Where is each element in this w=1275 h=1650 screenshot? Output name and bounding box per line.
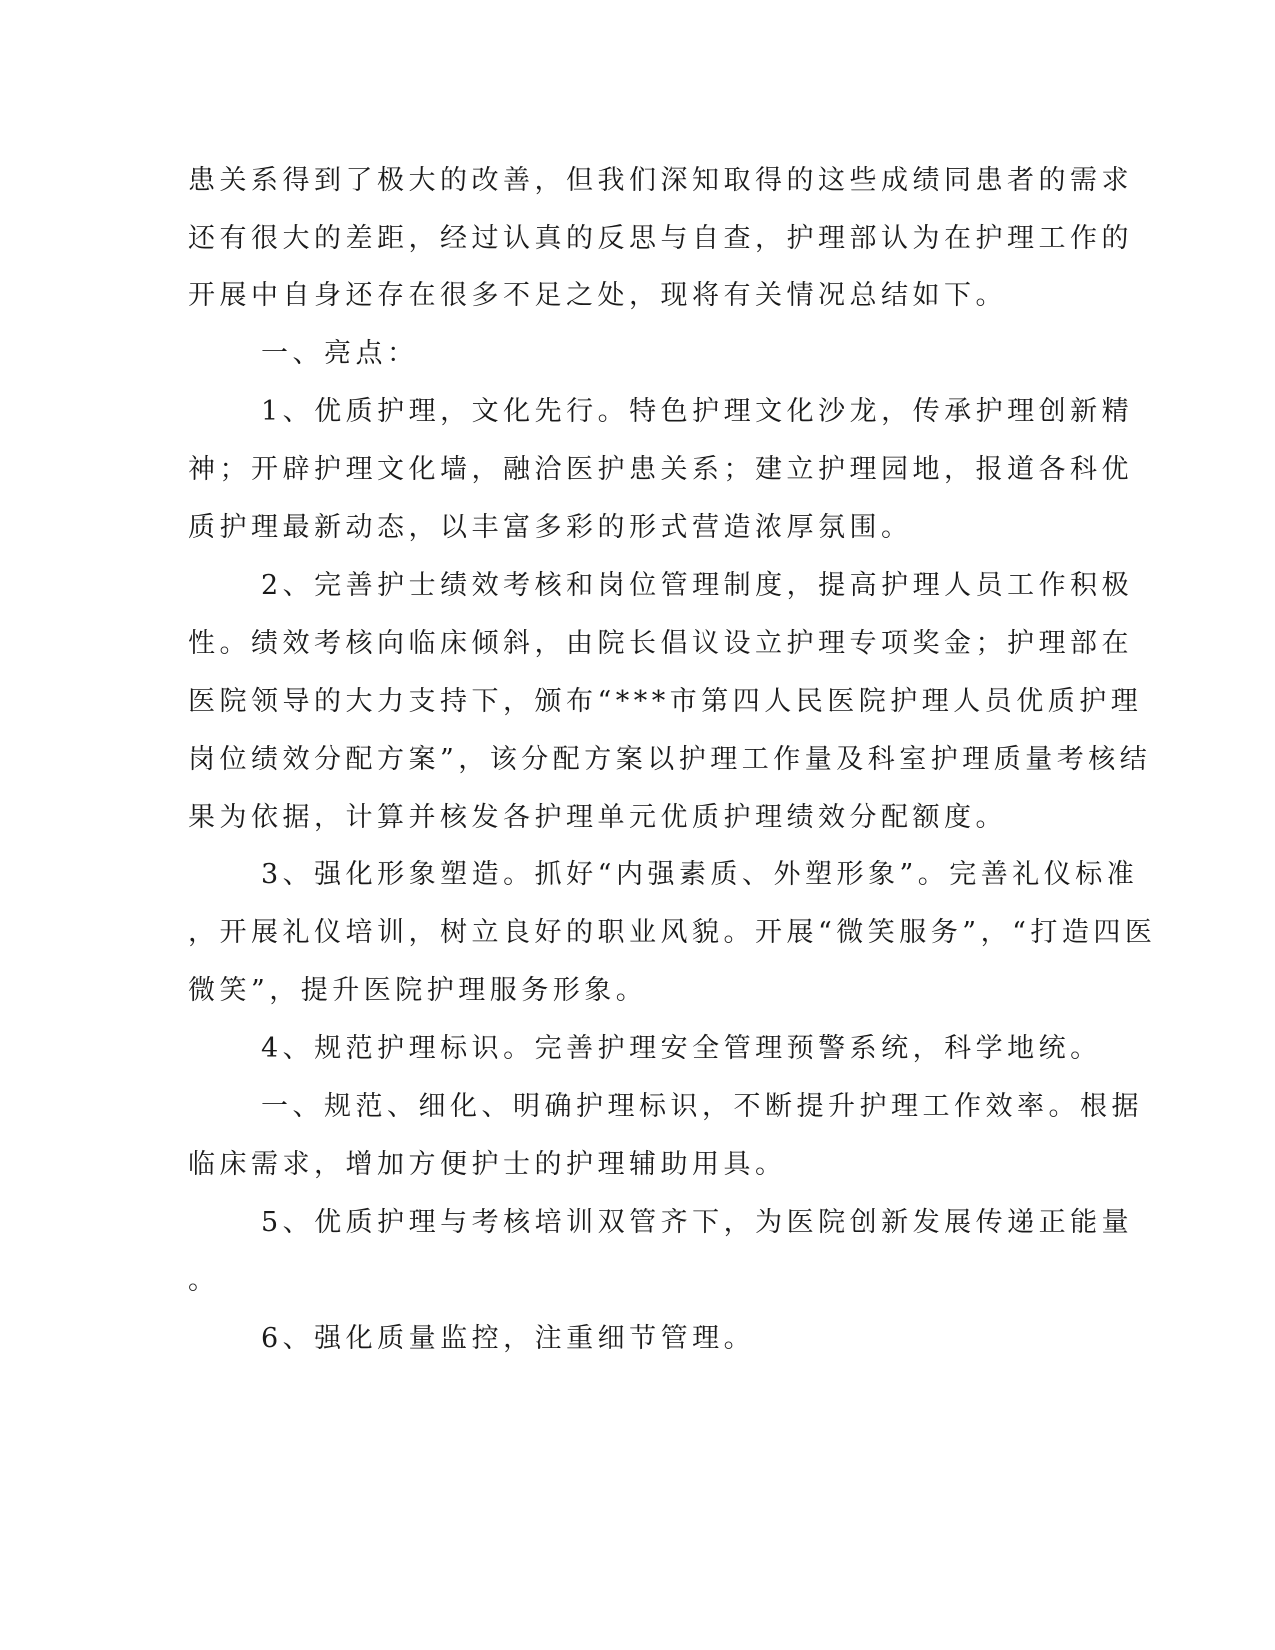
paragraph-line: 1、优质护理，文化先行。特色护理文化沙龙，传承护理创新精 bbox=[261, 396, 1134, 427]
paragraph-line: 临床需求，增加方便护士的护理辅助用具。 bbox=[188, 1149, 787, 1180]
paragraph-line: 一、规范、细化、明确护理标识，不断提升护理工作效率。根据 bbox=[261, 1091, 1143, 1122]
paragraph-line: 3、强化形象塑造。抓好“内强素质、外塑形象”。完善礼仪标准 bbox=[261, 859, 1139, 890]
section-heading: 一、亮点： bbox=[261, 338, 419, 369]
paragraph-line: 开展中自身还存在很多不足之处，现将有关情况总结如下。 bbox=[188, 280, 1007, 311]
paragraph-line: 医院领导的大力支持下，颁布“***市第四人民医院护理人员优质护理 bbox=[188, 686, 1143, 717]
paragraph-line: 微笑”，提升医院护理服务形象。 bbox=[188, 975, 648, 1006]
paragraph-line: 果为依据，计算并核发各护理单元优质护理绩效分配额度。 bbox=[188, 802, 1007, 833]
paragraph-line: 岗位绩效分配方案”，该分配方案以护理工作量及科室护理质量考核结 bbox=[188, 744, 1152, 775]
paragraph-line: 。 bbox=[188, 1265, 220, 1296]
paragraph-line: 还有很大的差距，经过认真的反思与自查，护理部认为在护理工作的 bbox=[188, 223, 1133, 254]
paragraph-line: ，开展礼仪培训，树立良好的职业风貌。开展“微笑服务”，“打造四医 bbox=[188, 917, 1157, 948]
paragraph-line: 2、完善护士绩效考核和岗位管理制度，提高护理人员工作积极 bbox=[261, 570, 1134, 601]
paragraph-line: 6、强化质量监控，注重细节管理。 bbox=[261, 1323, 756, 1354]
paragraph-line: 患关系得到了极大的改善，但我们深知取得的这些成绩同患者的需求 bbox=[188, 165, 1133, 196]
paragraph-line: 质护理最新动态，以丰富多彩的形式营造浓厚氛围。 bbox=[188, 512, 913, 543]
paragraph-line: 4、规范护理标识。完善护理安全管理预警系统，科学地统。 bbox=[261, 1033, 1102, 1064]
paragraph-line: 性。绩效考核向临床倾斜，由院长倡议设立护理专项奖金；护理部在 bbox=[188, 628, 1133, 659]
paragraph-line: 神；开辟护理文化墙，融洽医护患关系；建立护理园地，报道各科优 bbox=[188, 454, 1133, 485]
paragraph-line: 5、优质护理与考核培训双管齐下，为医院创新发展传递正能量 bbox=[261, 1207, 1134, 1238]
